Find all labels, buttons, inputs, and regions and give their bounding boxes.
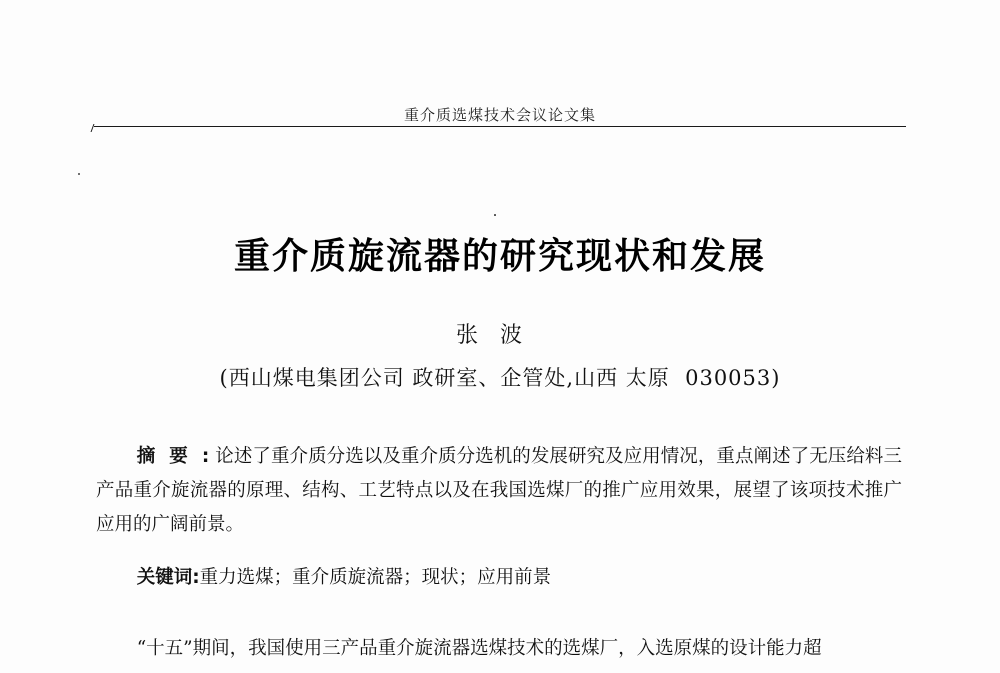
abstract-label: 摘要 xyxy=(136,446,202,467)
header-rule xyxy=(94,126,906,127)
keywords-line xyxy=(96,563,902,593)
paper-affiliation: (西山煤电集团公司 政研室、企管处,山西 太原 030053) xyxy=(219,366,781,390)
running-header: 重介质选煤技术会议论文集 xyxy=(403,106,596,124)
paper-title: 重介质旋流器的研究现状和发展 xyxy=(233,236,766,277)
keywords-label: 关键词: xyxy=(136,567,200,588)
abstract-paragraph xyxy=(96,440,902,542)
intro-text: “十五”期间，我国使用三产品重介旋流器选煤技术的选煤厂，入选原煤的设计能力超 xyxy=(136,638,822,659)
abstract-colon: : xyxy=(201,446,210,467)
scan-speck xyxy=(494,214,496,216)
abstract-text: 论述了重介质分选以及重介质分选机的发展研究及应用情况，重点阐述了无压给料三产品重介旋流器的原理、结构、工艺特点以及在我国选煤厂的推广应用效果，展望了该项技术推广应用的广阔前景。 xyxy=(96,446,902,535)
scan-speck xyxy=(78,173,80,175)
keywords-text: 重力选煤；重介质旋流器；现状；应用前景 xyxy=(199,567,552,588)
intro-paragraph xyxy=(96,634,902,664)
paper-author: 张波 xyxy=(455,323,544,348)
